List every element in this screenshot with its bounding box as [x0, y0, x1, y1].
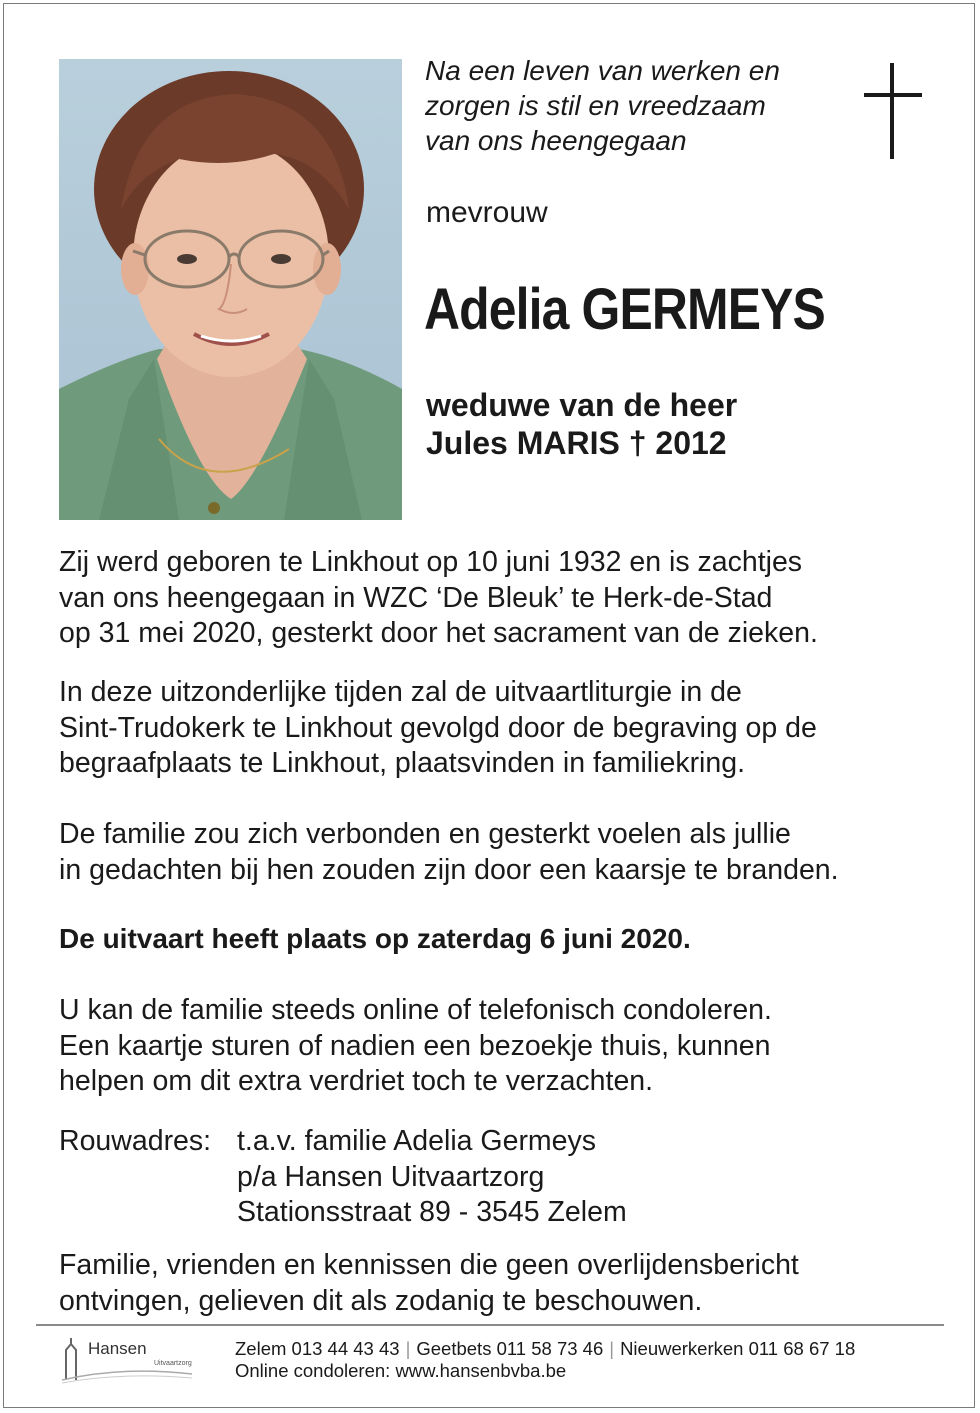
office-geetbets: Geetbets 011 58 73 46 [416, 1338, 604, 1359]
address-line: t.a.v. familie Adelia Germeys [237, 1125, 597, 1157]
online-condolence: Online condoleren: www.hansenbvba.be [235, 1360, 567, 1381]
separator: | [405, 1338, 411, 1359]
deceased-name: Adelia GERMEYS [424, 277, 825, 342]
text-line: Sint-Trudokerk te Linkhout gevolgd door de begraving op de [59, 711, 817, 744]
notice-paragraph [59, 1248, 799, 1319]
footer-contacts [235, 1338, 855, 1382]
candle-paragraph [59, 817, 839, 888]
text-line: van ons heengegaan in WZC ‘De Bleuk’ te Herk-de-Stad [59, 581, 773, 614]
separator: | [609, 1338, 615, 1359]
text-line: in gedachten bij hen zouden zijn door een kaarsje te branden. [59, 853, 839, 886]
text-line: Familie, vrienden en kennissen die geen overlijdensbericht [59, 1249, 799, 1281]
spouse-info [426, 386, 737, 462]
logo-name: Hansen [88, 1339, 147, 1358]
hansen-logo-icon [62, 1336, 202, 1386]
address-line: p/a Hansen Uitvaartzorg [237, 1160, 545, 1193]
text-line: op 31 mei 2020, gesterkt door het sacrament van de zieken. [59, 617, 818, 649]
portrait-illustration [59, 59, 402, 520]
text-line: begraafplaats te Linkhout, plaatsvinden in familiekring. [59, 747, 746, 779]
spouse-line: Jules MARIS † 2012 [426, 425, 727, 461]
office-nieuwerkerken: Nieuwerkerken 011 68 67 18 [620, 1338, 856, 1359]
text-line: ontvingen, gelieven dit als zodanig te beschouwen. [59, 1284, 703, 1317]
poem-line: van ons heengegaan [425, 125, 687, 156]
office-phones [235, 1338, 855, 1360]
text-line: In deze uitzonderlijke tijden zal de uitvaartliturgie in de [59, 676, 742, 708]
text-line: Een kaartje sturen of nadien een bezoekje thuis, kunnen [59, 1029, 771, 1062]
latin-cross-icon [864, 63, 922, 159]
poem-line: zorgen is stil en vreedzaam [425, 90, 766, 121]
liturgy-paragraph [59, 675, 817, 782]
birth-death-paragraph [59, 545, 818, 652]
text-line: U kan de familie steeds online of telefonisch condoleren. [59, 994, 772, 1026]
text-line: De familie zou zich verbonden en gesterkt voelen als jullie [59, 818, 791, 850]
text-line: helpen om dit extra verdriet toch te verzachten. [59, 1065, 654, 1097]
logo-subtitle: Uitvaartzorg [154, 1360, 192, 1367]
condolence-paragraph [59, 993, 772, 1100]
mourning-address [59, 1124, 627, 1231]
address-label: Rouwadres: [59, 1125, 212, 1157]
funeral-notice: De uitvaart heeft plaats op zaterdag 6 juni 2020. [59, 923, 691, 954]
footer-divider [36, 1324, 944, 1326]
office-zelem: Zelem 013 44 43 43 [235, 1338, 400, 1359]
salutation: mevrouw [426, 196, 548, 229]
spouse-line: weduwe van de heer [426, 387, 738, 423]
portrait-photo [59, 59, 402, 520]
poem [425, 53, 780, 158]
poem-line: Na een leven van werken en [425, 55, 780, 86]
text-line: Zij werd geboren te Linkhout op 10 juni 1932 en is zachtjes [59, 546, 803, 578]
address-line: Stationsstraat 89 - 3545 Zelem [237, 1196, 627, 1228]
